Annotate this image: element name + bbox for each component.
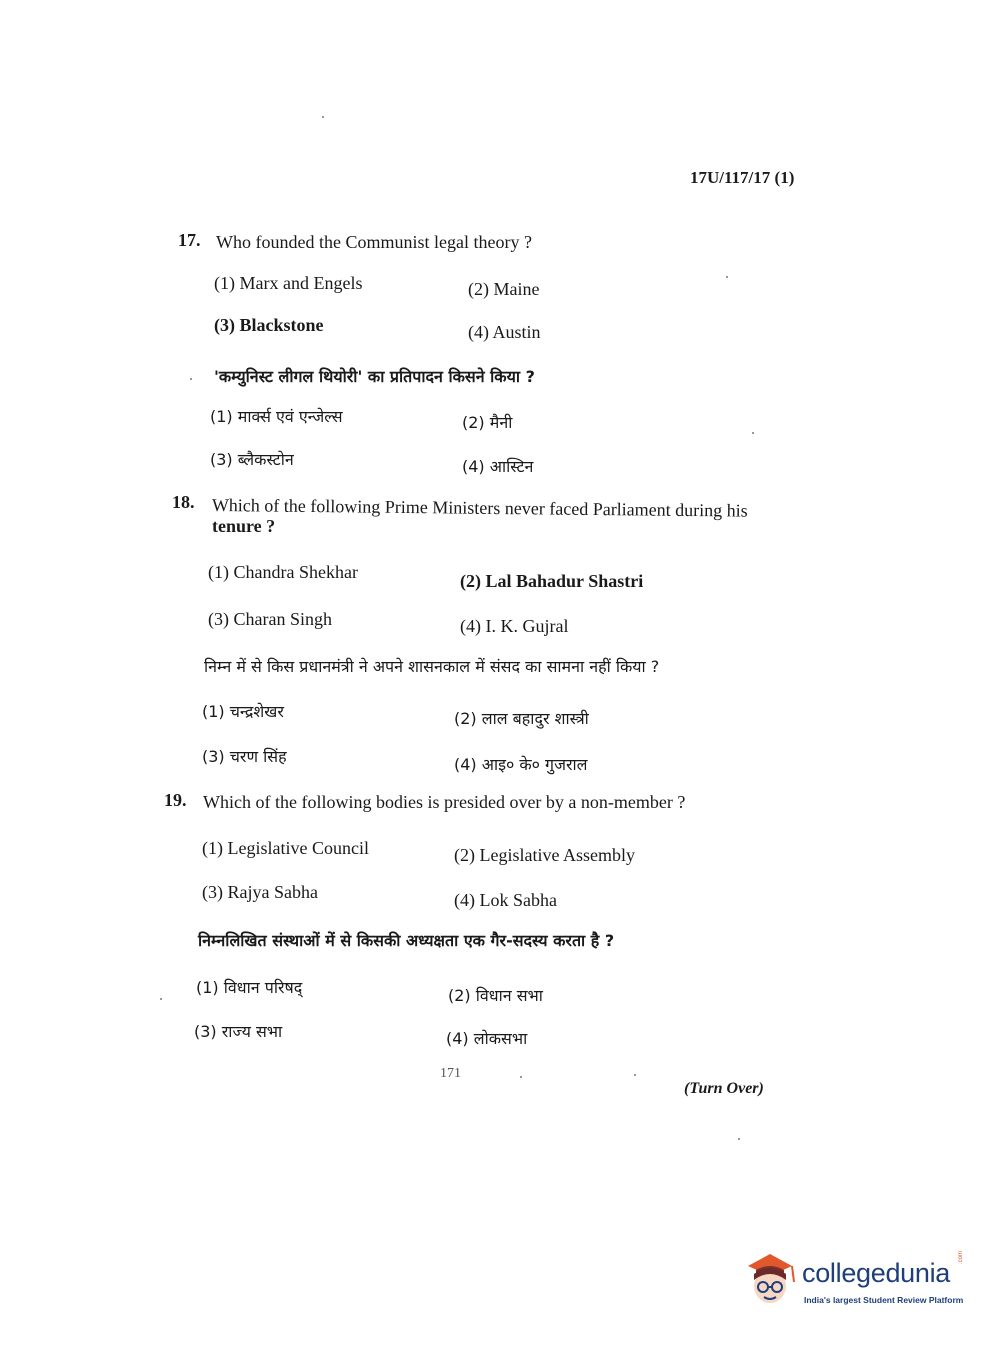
scan-speck: [738, 1138, 740, 1140]
option-1-hindi: (1) चन्द्रशेखर: [202, 702, 284, 721]
option-3-hindi: (3) राज्य सभा: [194, 1022, 283, 1041]
option-4-english: (4) Lok Sabha: [454, 890, 557, 910]
option-3-english: (3) Blackstone: [214, 315, 324, 335]
mascot-icon: [740, 1248, 800, 1310]
brand-tagline: India's largest Student Review Platform: [804, 1295, 964, 1305]
option-4-hindi: (4) आइ० के० गुजराल: [454, 755, 588, 774]
question-text-english: Who founded the Communist legal theory ?: [216, 232, 532, 252]
paper-code: 17U/117/17 (1): [690, 168, 795, 187]
scan-speck: [160, 998, 162, 1000]
option-2-english: (2) Legislative Assembly: [454, 845, 635, 865]
option-4-english: (4) Austin: [468, 322, 541, 342]
turn-over-label: (Turn Over): [684, 1080, 764, 1097]
question-text-hindi: निम्न में से किस प्रधानमंत्री ने अपने शासनकाल में संसद का सामना नहीं किया ?: [204, 657, 660, 676]
option-1-hindi: (1) मार्क्स एवं एन्जेल्स: [210, 407, 343, 426]
brand-name: collegedunia: [802, 1258, 951, 1288]
option-1-hindi: (1) विधान परिषद्: [196, 978, 303, 997]
option-2-hindi: (2) विधान सभा: [448, 986, 543, 1005]
option-4-hindi: (4) आस्टिन: [462, 457, 534, 476]
page-mark: 171: [440, 1066, 461, 1081]
scan-speck: [322, 116, 324, 118]
question-text-english-line2: tenure ?: [212, 516, 276, 536]
question-text-english: Which of the following bodies is presided over by a non-member ?: [203, 792, 686, 812]
brand-suffix: .com: [958, 1250, 964, 1264]
question-number: 19.: [164, 790, 187, 810]
question-number: 17.: [178, 230, 201, 250]
option-1-english: (1) Marx and Engels: [214, 273, 363, 293]
option-3-english: (3) Charan Singh: [208, 609, 332, 629]
scan-speck: [752, 432, 754, 434]
question-text-hindi: निम्नलिखित संस्थाओं में से किसकी अध्यक्षता एक गैर-सदस्य करता है ?: [198, 931, 615, 950]
option-2-english: (2) Maine: [468, 279, 540, 299]
option-3-hindi: (3) चरण सिंह: [202, 747, 287, 766]
question-text-english-line1: Which of the following Prime Ministers never faced Parliament during his: [211, 494, 748, 521]
option-2-english: (2) Lal Bahadur Shastri: [460, 571, 644, 591]
option-2-hindi: (2) मैनी: [462, 413, 513, 432]
scan-speck: [726, 276, 728, 278]
collegedunia-logo: [740, 1248, 970, 1318]
question-number: 18.: [172, 492, 195, 512]
question-text-hindi: 'कम्युनिस्ट लीगल थियोरी' का प्रतिपादन किसने किया ?: [214, 367, 535, 386]
option-3-english: (3) Rajya Sabha: [202, 882, 318, 902]
scan-speck: [190, 378, 192, 380]
scan-speck: [634, 1074, 636, 1076]
option-4-hindi: (4) लोकसभा: [446, 1029, 528, 1048]
option-1-english: (1) Chandra Shekhar: [208, 562, 358, 582]
scan-speck: [520, 1076, 522, 1078]
option-3-hindi: (3) ब्लैकस्टोन: [210, 450, 294, 469]
option-4-english: (4) I. K. Gujral: [460, 616, 569, 636]
option-1-english: (1) Legislative Council: [202, 838, 369, 858]
option-2-hindi: (2) लाल बहादुर शास्त्री: [454, 709, 589, 728]
